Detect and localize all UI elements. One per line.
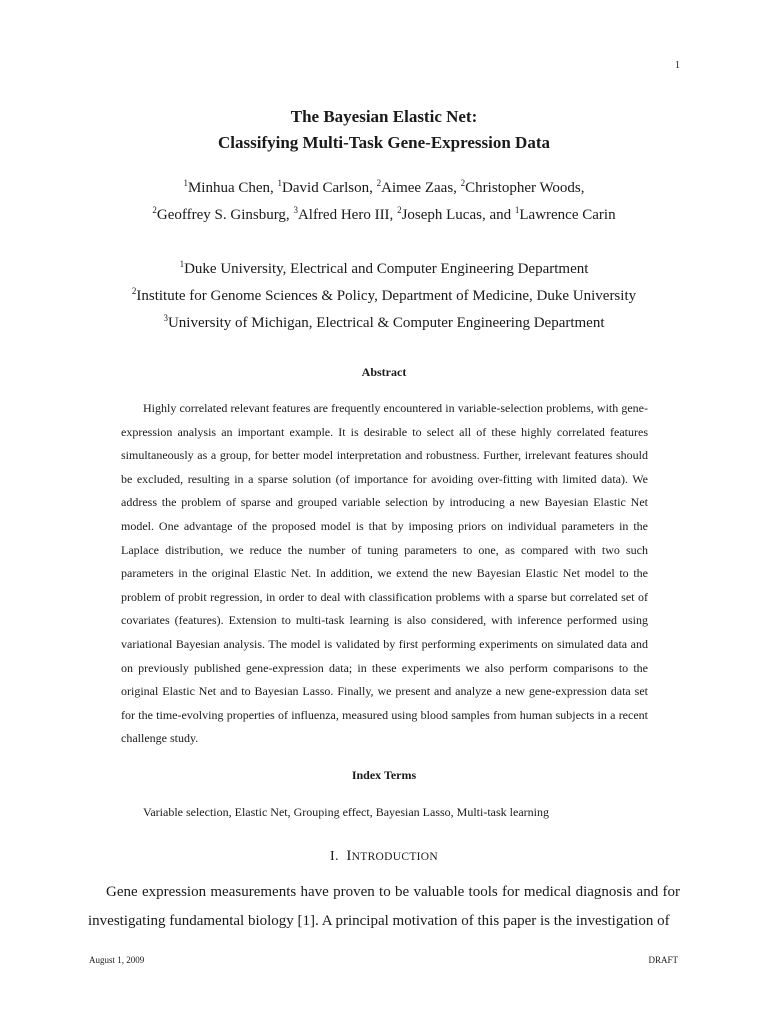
author: $^3$Alfred Hero III, (293, 205, 398, 223)
paper-title (0, 104, 768, 156)
body-paragraph: Gene expression measurements have proven to be valuable tools for medical diagnosis and for investigating fundamental biology [1]. A principal motivation of this paper is the investigation of (88, 884, 680, 929)
author: $^2$Geoffrey S. Ginsburg, (152, 205, 294, 223)
author-list (0, 175, 768, 229)
affiliation: $^2$Institute for Genome Sciences & Policy, Department of Medicine, Duke University (131, 286, 637, 304)
title-line-2: Classifying Multi-Task Gene-Expression Data (217, 133, 550, 152)
affiliation-list (0, 256, 768, 337)
section-heading-introduction (0, 848, 768, 865)
index-terms-heading: Index Terms (351, 768, 417, 782)
index-terms-list: Variable selection, Elastic Net, Grouping effect, Bayesian Lasso, Multi-task learning (143, 805, 549, 819)
author-line-2 (0, 202, 768, 229)
section-title: INTRODUCTION (346, 848, 439, 864)
affiliation: $^1$Duke University, Electrical and Computer Engineering Department (179, 259, 589, 277)
author: $^2$Aimee Zaas, (376, 178, 461, 196)
author-line-1 (0, 175, 768, 202)
abstract-body (121, 397, 648, 751)
author: $^1$Minhua Chen, (183, 178, 278, 196)
abstract-heading: Abstract (361, 365, 407, 379)
affiliation: $^3$University of Michigan, Electrical & Computer Engineering Department (163, 313, 605, 331)
footer-draft-label: DRAFT (648, 955, 678, 965)
abstract-paragraph: Highly correlated relevant features are frequently encountered in variable-selection problems, with gene-expression analysis an important example. It is desirable to select all of these highly correlated features simultaneously as a group, for better model interpretation and robustness. Further, irrelevant features should be excluded, resulting in a sparse solution (of importance for avoiding over-fitting with limited data). We address the problem of sparse and grouped variable selection by introducing a new Bayesian Elastic Net model. One advantage of the proposed model is that by imposing priors on individual parameters in the Laplace distribution, we reduce the number of tuning parameters to one, as compared with two such parameters in the original Elastic Net. In addition, we extend the new Bayesian Elastic Net model to the problem of probit regression, in order to deal with classification problems with a sparse but correlated set of covariates (features). Extension to multi-task learning is also considered, with inference performed using variational Bayesian analysis. The model is validated by first performing experiments on simulated data and on previously published gene-expression data; in these experiments we also perform comparisons to the original Elastic Net and to Bayesian Lasso. Finally, we present and analyze a new gene-expression data set for the time-evolving properties of influenza, measured using blood samples from human subjects in a recent challenge study. (121, 401, 648, 746)
author: $^2$Christopher Woods, (460, 178, 585, 196)
author: $^1$David Carlson, (277, 178, 377, 196)
page-number: 1 (675, 60, 680, 71)
title-line-1: The Bayesian Elastic Net: (290, 107, 478, 126)
introduction-body (88, 878, 680, 936)
author: $^2$Joseph Lucas, and (397, 205, 515, 223)
section-number: I. (329, 849, 339, 864)
author: $^1$Lawrence Carin (514, 205, 616, 223)
footer-date: August 1, 2009 (89, 955, 145, 965)
